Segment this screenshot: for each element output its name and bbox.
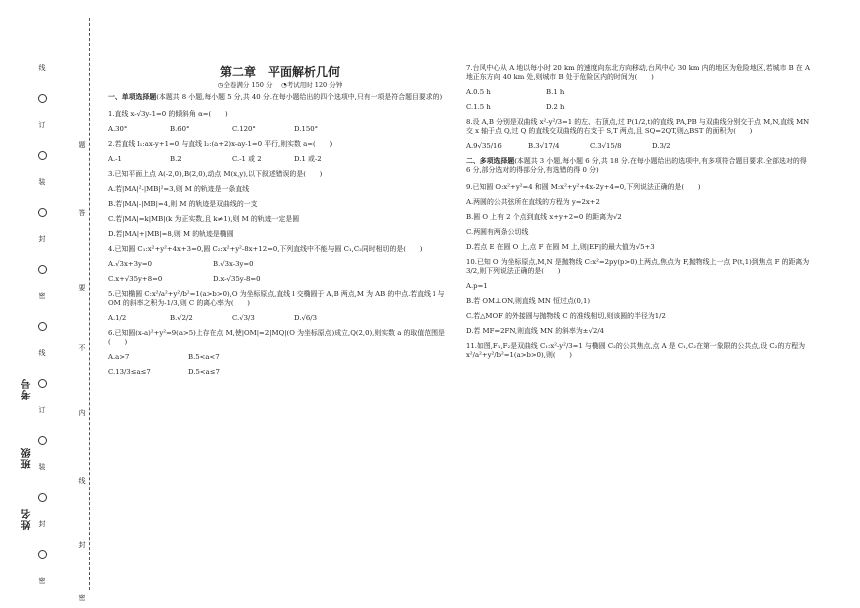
option: D.若|MA|+|MB|=8,则 M 的轨迹是椭圆 bbox=[108, 230, 234, 238]
option: C.1.5 h bbox=[466, 103, 491, 111]
option: A.-1 bbox=[108, 155, 122, 163]
binding-strip-char: 订 bbox=[38, 406, 46, 414]
binding-warning-char: 题 bbox=[78, 141, 86, 149]
question-5: 5.已知椭圆 C:x²/a²+y²/b²=1(a>b>0),O 为坐标原点,直线 l 交椭圆于 A,B 两点,M 为 AB 的中点.若直线 l 与 OM 的斜率之积为-1/3,则 C 的离心率为( ) bbox=[108, 290, 445, 307]
option: B.3√17/4 bbox=[528, 142, 560, 150]
binding-strip-char: 装 bbox=[38, 178, 46, 186]
option: C.-1 或 2 bbox=[232, 155, 262, 163]
question-4-options-2 bbox=[108, 275, 452, 284]
option: C.120° bbox=[232, 125, 256, 133]
exam-meta bbox=[108, 80, 452, 90]
question-7: 7.台风中心从 A 地以每小时 20 km 的速度向东北方向移动,台风中心 30 km 内的地区为危险地区,若城市 B 在 A 地正东方向 40 km 处,则城市 B 处于危险区内的时间为( ) bbox=[466, 64, 810, 81]
binding-circle-mark bbox=[38, 208, 47, 217]
option: A.两圆的公共弦所在直线的方程为 y=2x+2 bbox=[466, 198, 600, 206]
option: D.若 MF=2FN,则直线 MN 的斜率为±√2/4 bbox=[466, 327, 605, 335]
timer-icon: ◔ bbox=[281, 81, 287, 89]
option: D.x-√35y-8=0 bbox=[213, 275, 261, 283]
binding-strip-char: 封 bbox=[38, 520, 46, 528]
section-1-heading: 一、单项选择题(本题共 8 小题,每小题 5 分,共 40 分.在每小题给出的四个选项中,只有一项是符合题目要求的) bbox=[108, 93, 443, 101]
binding-circle-mark bbox=[38, 151, 47, 160]
option: B.5<a<7 bbox=[188, 353, 220, 361]
option: D.150° bbox=[294, 125, 319, 133]
option: A.0.5 h bbox=[466, 88, 491, 96]
option: B.√2/2 bbox=[170, 314, 193, 322]
option: B.1 h bbox=[546, 88, 565, 96]
question-4: 4.已知圆 C₁:x²+y²+4x+3=0,圆 C₂:x²+y²-8x+12=0,下列直线中不能与圆 C₁,C₂同时相切的是( ) bbox=[108, 245, 423, 253]
question-10: 10.已知 O 为坐标原点,M,N 是抛物线 C:x²=2py(p>0)上两点,焦点为 F,抛物线上一点 P(t,1)到焦点 F 的距离为3/2,则下列说法正确的是( ) bbox=[466, 258, 810, 275]
option: A.若|MA|²-|MB|²=3,则 M 的轨迹是一条直线 bbox=[108, 185, 250, 193]
option: C.x+√35y+8=0 bbox=[108, 275, 163, 283]
question-4-options bbox=[108, 260, 452, 269]
question-3: 3.已知平面上点 A(-2,0),B(2,0),动点 M(x,y),以下叙述错误的是( ) bbox=[108, 170, 323, 178]
option: D.2 h bbox=[546, 103, 565, 111]
binding-warning-char: 要 bbox=[78, 284, 86, 292]
option: D.1 或-2 bbox=[294, 155, 322, 163]
option: C.13/3≤a≤7 bbox=[108, 368, 151, 376]
question-5-options bbox=[108, 314, 452, 323]
binding-strip bbox=[0, 0, 95, 608]
option: D.√6/3 bbox=[294, 314, 317, 322]
option: B.2 bbox=[170, 155, 182, 163]
binding-strip-char: 装 bbox=[38, 463, 46, 471]
question-1: 1.直线 x-√3y-1=0 的倾斜角 α=( ) bbox=[108, 110, 228, 118]
option: B.圆 O 上有 2 个点到直线 x+y+2=0 的距离为√2 bbox=[466, 213, 622, 221]
page-title: 第二章 平面解析几何 bbox=[219, 65, 340, 79]
option: A.√3x+3y=0 bbox=[108, 260, 153, 268]
binding-warning-char: 不 bbox=[78, 344, 86, 352]
binding-circle-mark bbox=[38, 493, 47, 502]
question-6-options bbox=[108, 353, 452, 362]
option: A.a>7 bbox=[108, 353, 130, 361]
binding-strip-char: 线 bbox=[38, 349, 46, 357]
option: C.√3/3 bbox=[232, 314, 255, 322]
binding-circle-mark bbox=[38, 379, 47, 388]
option: B.60° bbox=[170, 125, 190, 133]
binding-warning-char: 内 bbox=[78, 409, 86, 417]
option: B.若|MA|-|MB|=4,则 M 的轨迹是双曲线的一支 bbox=[108, 200, 258, 208]
option: D.若点 E 在圆 O 上,点 F 在圆 M 上,则|EF|的最大值为√5+3 bbox=[466, 243, 655, 251]
name-label: 姓名 bbox=[22, 508, 33, 530]
binding-strip-char: 线 bbox=[38, 64, 46, 72]
option: C.若|MA|=k|MB|(k 为正实数,且 k≠1),则 M 的轨迹一定是圆 bbox=[108, 215, 300, 223]
question-2-options bbox=[108, 155, 452, 164]
option: D.5<a≤7 bbox=[188, 368, 220, 376]
binding-warning-char: 密 bbox=[78, 594, 86, 602]
option: C.两圆有两条公切线 bbox=[466, 228, 529, 236]
binding-strip-char: 封 bbox=[38, 235, 46, 243]
option: B.若 OM⊥ON,则直线 MN 恒过点(0,1) bbox=[466, 297, 591, 305]
right-column bbox=[466, 64, 812, 366]
exam-time: 考试用时 120 分钟 bbox=[286, 81, 343, 89]
class-label: 班级 bbox=[22, 447, 33, 469]
binding-warning-char: 答 bbox=[78, 209, 86, 217]
binding-strip-char: 订 bbox=[38, 121, 46, 129]
question-2: 2.若直线 l₁:ax-y+1=0 与直线 l₂:(a+2)x-ay-1=0 平行,则实数 a=( ) bbox=[108, 140, 333, 148]
binding-circle-mark bbox=[38, 550, 47, 559]
clock-icon: ◷ bbox=[217, 81, 224, 89]
binding-strip-char: 密 bbox=[38, 292, 46, 300]
option: B.√3x-3y=0 bbox=[213, 260, 254, 268]
option: A.9√35/16 bbox=[466, 142, 502, 150]
binding-circle-mark bbox=[38, 265, 47, 274]
fold-line bbox=[89, 18, 90, 590]
binding-circle-mark bbox=[38, 322, 47, 331]
binding-circle-mark bbox=[38, 94, 47, 103]
question-11: 11.如图,F₁,F₂是双曲线 C₁:x²-y²/3=1 与椭圆 C₂的公共焦点,点 A 是 C₁,C₂在第一象限的公共点,设 C₂的方程为x²/a²+y²/b²=1(a>b>0),则( ) bbox=[466, 342, 806, 359]
option: A.p=1 bbox=[466, 282, 488, 290]
question-8-options bbox=[466, 142, 812, 151]
binding-warning-char: 封 bbox=[78, 541, 86, 549]
option: A.30° bbox=[108, 125, 128, 133]
option: D.3/2 bbox=[652, 142, 671, 150]
option: C.3√15/8 bbox=[590, 142, 622, 150]
question-8: 8.设 A,B 分别是双曲线 x²-y²/3=1 的左、右顶点,过 P(1/2,t)的直线 PA,PB 与双曲线分别交于点 M,N,直线 MN 交 x 轴于点 Q,过 Q 的直线交双曲线的右支于 S,T 两点,且 SQ=2QT,则△BST 的面积为( ) bbox=[466, 118, 810, 135]
section-2-heading: 二、多项选择题(本题共 3 小题,每小题 6 分,共 18 分.在每小题给出的选项中,有多项符合题目要求.全部选对的得 6 分,部分选对的得部分分,有选错的得 0 分) bbox=[466, 157, 807, 174]
question-9: 9.已知圆 O:x²+y²=4 和圆 M:x²+y²+4x-2y+4=0,下列说法正确的是( ) bbox=[466, 183, 701, 191]
exam-id-label: 考号 bbox=[22, 378, 33, 400]
question-7-options-2 bbox=[466, 103, 812, 112]
binding-circle-mark bbox=[38, 436, 47, 445]
binding-strip-char: 密 bbox=[38, 577, 46, 585]
option: A.1/2 bbox=[108, 314, 127, 322]
question-1-options bbox=[108, 125, 452, 134]
question-7-options bbox=[466, 88, 812, 97]
question-6-options-2 bbox=[108, 368, 452, 377]
question-6: 6.已知圆(x-a)²+y²=9(a>5)上存在点 M,使|OM|=2|MQ|(O 为坐标原点)成立,Q(2,0),则实数 a 的取值范围是( ) bbox=[108, 329, 445, 346]
binding-warning-char: 线 bbox=[78, 477, 86, 485]
left-column bbox=[108, 64, 452, 383]
option: C.若△MOF 的外接圆与抛物线 C 的准线相切,则该圆的半径为1/2 bbox=[466, 312, 666, 320]
full-score: 全卷满分 150 分 bbox=[223, 81, 273, 89]
